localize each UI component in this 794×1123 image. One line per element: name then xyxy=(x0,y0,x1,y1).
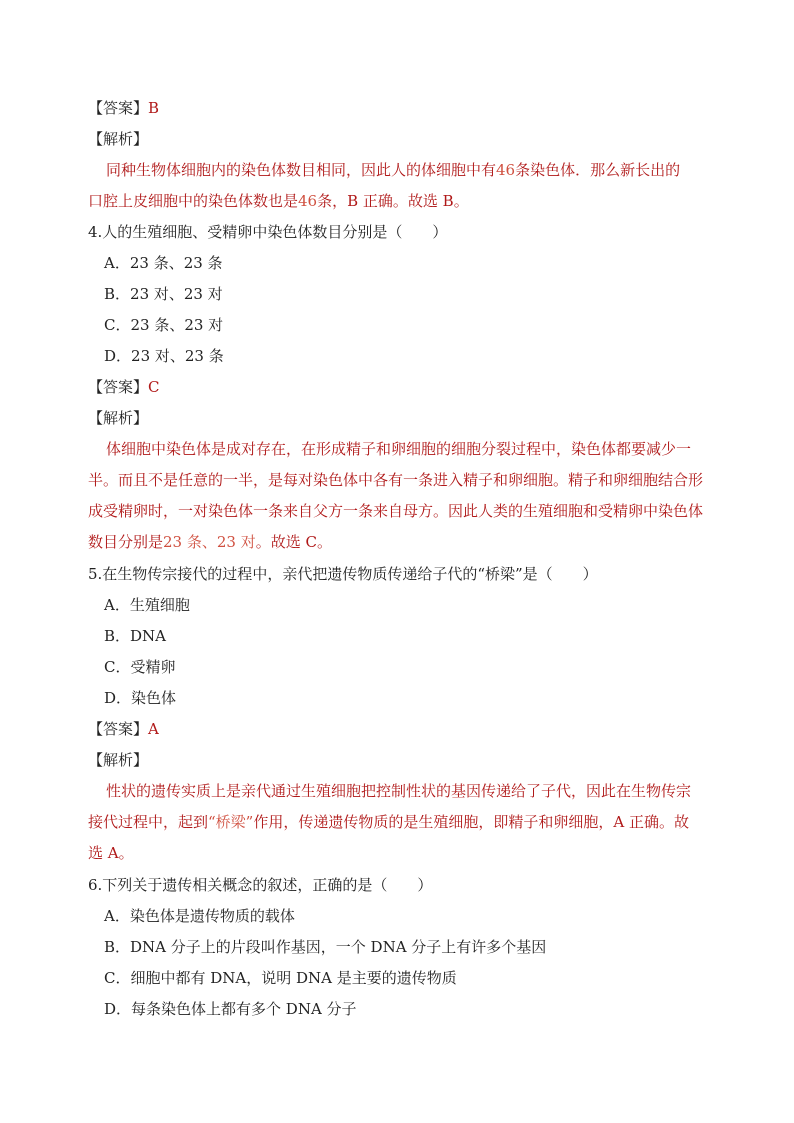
analysis-text-q4-line3: 成受精卵时，一对染色体一条来自父方一条来自母方。因此人类的生殖细胞和受精卵中染色体 xyxy=(88,502,704,520)
question-4-option-c: C．23 条、23 对 xyxy=(104,316,224,334)
analysis-tag-q3: 【解析】 xyxy=(88,130,149,148)
analysis-tag-q5: 【解析】 xyxy=(88,751,149,769)
question-6-option-d: D．每条染色体上都有多个 DNA 分子 xyxy=(104,1000,357,1018)
answer-tag: 【答案】 xyxy=(88,99,149,117)
answer-value: B xyxy=(148,99,160,117)
analysis-text-q5-line2: 接代过程中，起到“桥梁”作用，传递遗传物质的是生殖细胞，即精子和卵细胞，A 正确。故 xyxy=(88,813,689,831)
analysis-tag-q4: 【解析】 xyxy=(88,409,149,427)
question-5-option-b: B．DNA xyxy=(104,627,167,645)
analysis-text-q3-line2: 口腔上皮细胞中的染色体数也是46条，B 正确。故选 B。 xyxy=(88,192,469,210)
question-6-option-a: A．染色体是遗传物质的载体 xyxy=(104,907,295,925)
number-highlight: 46 xyxy=(298,192,318,210)
question-6-stem: 6.下列关于遗传相关概念的叙述，正确的是（ ） xyxy=(88,876,433,894)
question-6-option-c: C．细胞中都有 DNA，说明 DNA 是主要的遗传物质 xyxy=(104,969,457,987)
answer-value: C xyxy=(148,378,160,396)
answer-value: A xyxy=(148,720,159,738)
analysis-text-q5-line1: 性状的遗传实质上是亲代通过生殖细胞把控制性状的基因传递给了子代，因此在生物传宗 xyxy=(106,782,692,800)
answer-line-q4 xyxy=(88,377,728,397)
question-6-option-b: B．DNA 分子上的片段叫作基因，一个 DNA 分子上有许多个基因 xyxy=(104,938,547,956)
analysis-text-q5-line3: 选 A。 xyxy=(88,844,134,862)
question-5-stem: 5.在生物传宗接代的过程中，亲代把遗传物质传递给子代的“桥梁”是（ ） xyxy=(88,565,598,583)
answer-tag: 【答案】 xyxy=(88,378,149,396)
answer-line-q3 xyxy=(88,98,728,118)
answer-line-q5 xyxy=(88,719,728,739)
analysis-text-q4-line1: 体细胞中染色体是成对存在，在形成精子和卵细胞的细胞分裂过程中，染色体都要减少一 xyxy=(106,440,692,458)
number-highlight: 46 xyxy=(496,161,516,179)
analysis-text-q3-line1: 同种生物体细胞内的染色体数目相同，因此人的体细胞中有46条染色体．那么新长出的 xyxy=(106,161,681,179)
question-5-option-d: D．染色体 xyxy=(104,689,177,707)
question-4-option-b: B．23 对、23 对 xyxy=(104,285,223,303)
question-4-stem: 4.人的生殖细胞、受精卵中染色体数目分别是（ ） xyxy=(88,223,448,241)
question-4-option-d: D．23 对、23 条 xyxy=(104,347,224,365)
question-4-option-a: A．23 条、23 条 xyxy=(104,254,223,272)
analysis-text-q4-line4: 数目分别是23 条、23 对。故选 C。 xyxy=(88,533,332,551)
question-5-option-a: A．生殖细胞 xyxy=(104,596,190,614)
analysis-text-q4-line2: 半。而且不是任意的一半，是每对染色体中各有一条进入精子和卵细胞。精子和卵细胞结合形 xyxy=(88,471,704,489)
answer-tag: 【答案】 xyxy=(88,720,149,738)
question-5-option-c: C．受精卵 xyxy=(104,658,176,676)
